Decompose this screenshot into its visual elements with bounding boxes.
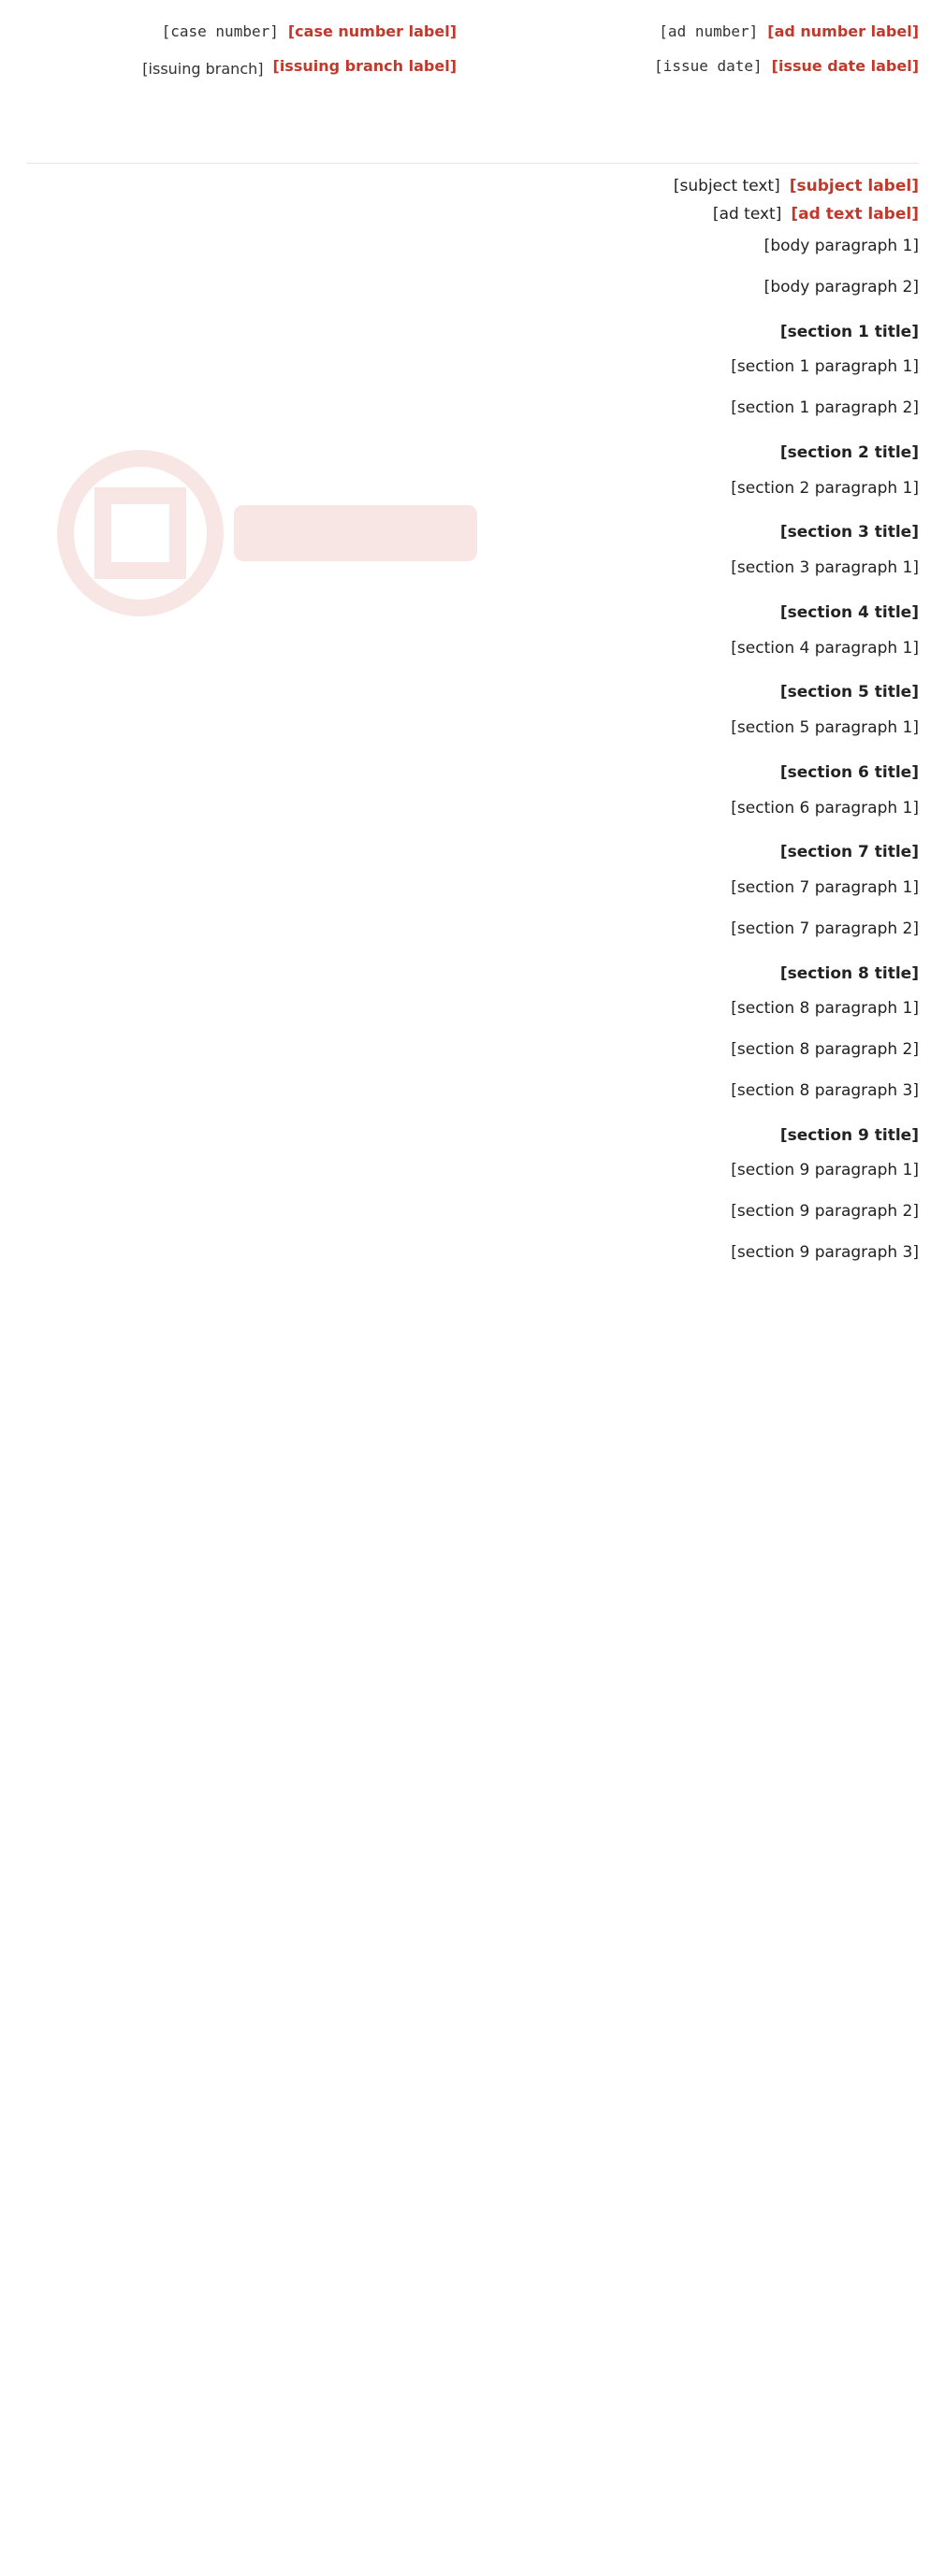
body-block [26,233,919,1267]
section-6-title: [section 6 title] [779,762,919,782]
body-paragraph-1: [body paragraph 1] [763,237,919,255]
issue-date-value: [issue date] [654,57,763,75]
section-7-paragraph-1: [section 7 paragraph 1] [731,878,919,897]
section-8-paragraph-2: [section 8 paragraph 2] [731,1040,919,1059]
header-right-column [488,22,919,92]
section-8-paragraph-1: [section 8 paragraph 1] [731,999,919,1019]
ad-number-value: [ad number] [659,22,759,40]
subject-label: [subject label] [789,177,919,195]
section-7-paragraph-2: [section 7 paragraph 2] [731,919,919,938]
section-5-paragraph-1: [section 5 paragraph 1] [731,718,919,737]
case-number-row [26,22,457,40]
ad-text-label: [ad text label] [791,205,919,224]
issue-date-label: [issue date label] [771,57,919,75]
body-paragraph-2: [body paragraph 2] [763,277,919,297]
ad-number-label: [ad number label] [767,22,919,40]
ad-text-line [26,205,919,224]
section-9-paragraph-1: [section 9 paragraph 1] [731,1161,919,1180]
ad-number-row [488,22,919,40]
section-4-title: [section 4 title] [779,602,919,622]
section-2-title: [section 2 title] [779,442,919,462]
section-4-paragraph-1: [section 4 paragraph 1] [731,638,919,658]
subject-line [26,177,919,195]
issuer-row [26,57,457,81]
section-1-paragraph-2: [section 1 paragraph 2] [731,398,919,417]
section-1-paragraph-1: [section 1 paragraph 1] [731,357,919,377]
section-1-title: [section 1 title] [779,322,919,341]
case-number-value: [case number] [161,22,279,40]
header-left-column [26,22,457,98]
section-8-paragraph-3: [section 8 paragraph 3] [731,1080,919,1100]
header [26,22,919,164]
section-8-title: [section 8 title] [779,963,919,983]
ad-text-value: [ad text] [712,205,782,224]
case-number-label: [case number label] [287,22,457,40]
section-3-paragraph-1: [section 3 paragraph 1] [731,558,919,577]
section-3-title: [section 3 title] [779,523,919,543]
issuer-label: [issuing branch label] [272,57,457,75]
section-2-paragraph-1: [section 2 paragraph 1] [731,478,919,498]
subject-text: [subject text] [673,177,780,195]
section-9-title: [section 9 title] [779,1125,919,1145]
section-6-paragraph-1: [section 6 paragraph 1] [731,798,919,818]
section-9-paragraph-2: [section 9 paragraph 2] [731,1202,919,1221]
section-5-title: [section 5 title] [779,683,919,702]
section-7-title: [section 7 title] [779,843,919,862]
issuer-value: [issuing branch] [142,60,264,78]
section-9-paragraph-3: [section 9 paragraph 3] [731,1242,919,1262]
issue-date-row [488,57,919,75]
